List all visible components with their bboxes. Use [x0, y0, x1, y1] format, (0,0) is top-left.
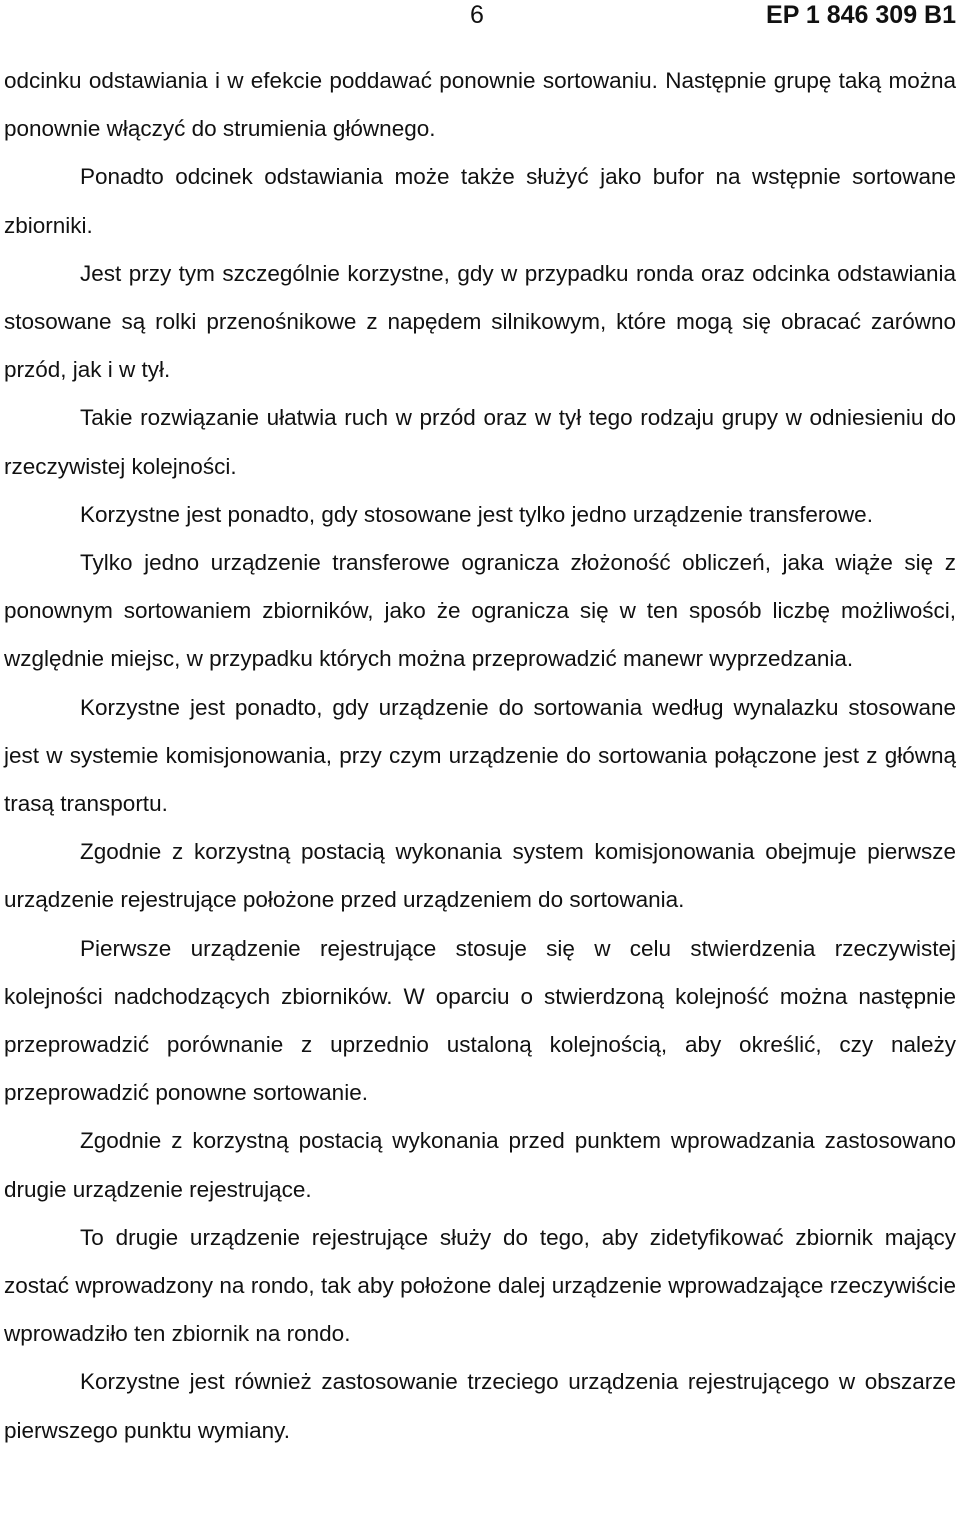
document-id: EP 1 846 309 B1 [766, 1, 956, 29]
paragraph: Ponadto odcinek odstawiania może także służyć jako bufor na wstępnie sortowane zbiorniki. [4, 164, 956, 238]
paragraph: To drugie urządzenie rejestrujące służy do tego, aby zidetyfikować zbiornik mający zostać wprowadzony na rondo, tak aby położone dalej urządzenie wprowadzające rzeczywiście wprowadziło ten zbiornik na rondo. [4, 1224, 956, 1347]
paragraph: Zgodnie z korzystną postacią wykonania system komisjonowania obejmuje pierwsze urządzenie rejestrujące położone przed urządzeniem do sortowania. [4, 839, 956, 913]
page-number: 6 [470, 1, 484, 29]
paragraph: Korzystne jest również zastosowanie trzeciego urządzenia rejestrującego w obszarze pierwszego punktu wymiany. [4, 1369, 956, 1443]
paragraph: odcinku odstawiania i w efekcie poddawać ponownie sortowaniu. Następnie grupę taką można ponownie włączyć do strumienia głównego. [4, 68, 956, 142]
paragraph: Jest przy tym szczególnie korzystne, gdy w przypadku ronda oraz odcinka odstawiania stosowane są rolki przenośnikowe z napędem silnikowym, które mogą się obracać zarówno przód, jak i w tył. [4, 260, 956, 383]
paragraph: Pierwsze urządzenie rejestrujące stosuje się w celu stwierdzenia rzeczywistej kolejności nadchodzących zbiorników. W oparciu o stwierdzoną kolejność można następnie przeprowadzić porównanie z uprzednio ustaloną kolejnością, aby określić, czy należy przeprowadzić ponowne sortowanie. [4, 935, 956, 1106]
page-header [0, 0, 960, 40]
paragraph: Zgodnie z korzystną postacią wykonania przed punktem wprowadzania zastosowano drugie urządzenie rejestrujące. [4, 1128, 956, 1202]
paragraph: Korzystne jest ponadto, gdy urządzenie do sortowania według wynalazku stosowane jest w systemie komisjonowania, przy czym urządzenie do sortowania połączone jest z główną trasą transportu. [4, 694, 956, 817]
paragraph: Takie rozwiązanie ułatwia ruch w przód oraz w tył tego rodzaju grupy w odniesieniu do rzeczywistej kolejności. [4, 405, 956, 479]
paragraph: Korzystne jest ponadto, gdy stosowane jest tylko jedno urządzenie transferowe. [80, 501, 873, 527]
document-body [4, 57, 956, 1455]
paragraph: Tylko jedno urządzenie transferowe ogranicza złożoność obliczeń, jaka wiąże się z ponownym sortowaniem zbiorników, jako że ogranicza się w ten sposób liczbę możliwości, względnie miejsc, w przypadku których można przeprowadzić manewr wyprzedzania. [4, 550, 956, 672]
